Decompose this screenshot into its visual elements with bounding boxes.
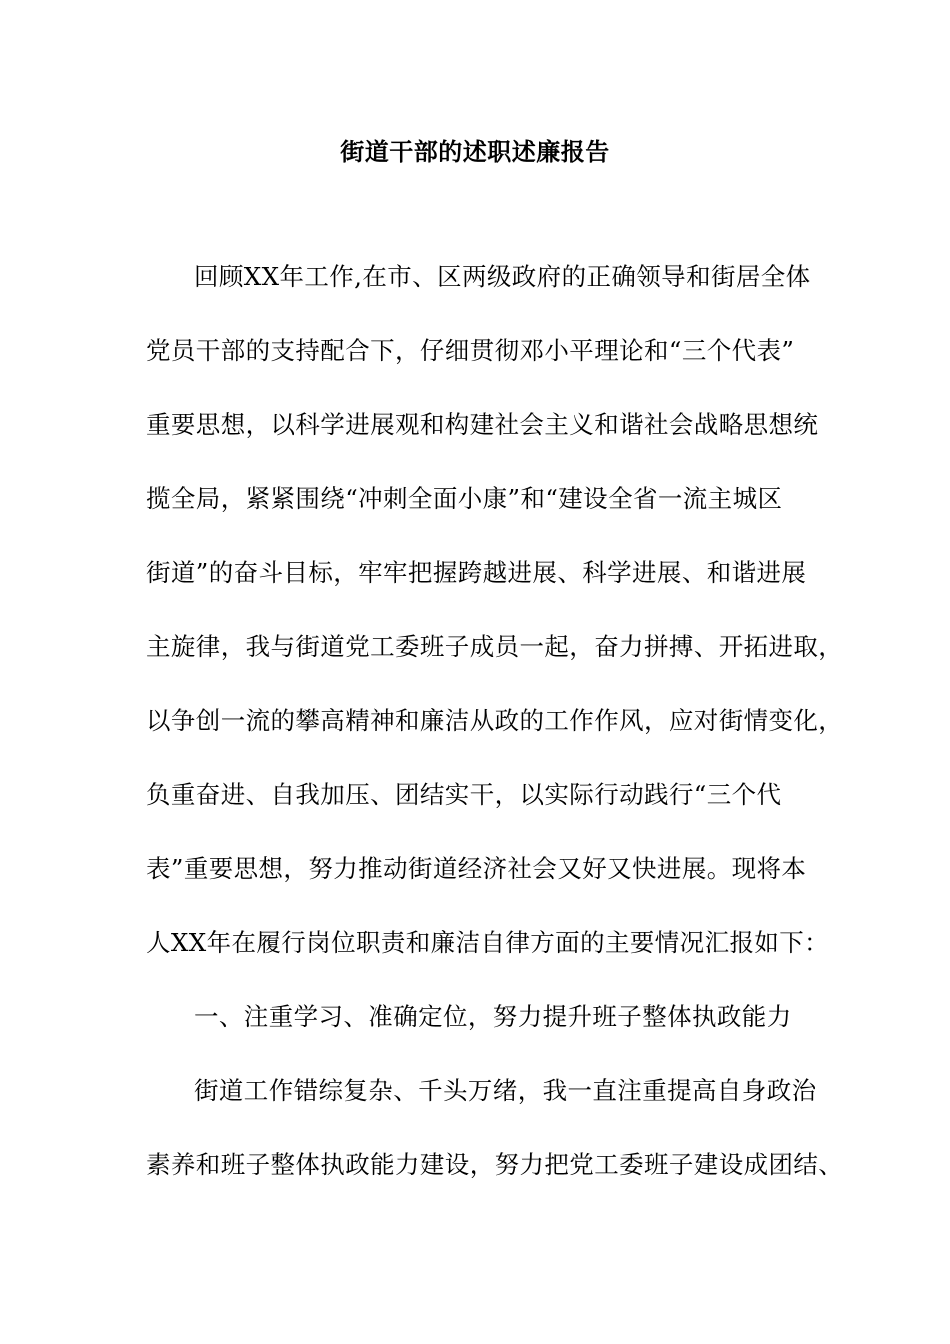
document-body (146, 255, 844, 1217)
paragraph-line: 以争创一流的攀高精神和廉洁从政的工作作风，应对街情变化， (146, 706, 844, 735)
paragraph-line: 人XX年在履行岗位职责和廉洁自律方面的主要情况汇报如下： (146, 928, 830, 957)
paragraph-line: 重要思想，以科学进展观和构建社会主义和谐社会战略思想统 (146, 410, 819, 439)
paragraph-line: 负重奋进、自我加压、团结实干，以实际行动践行“三个代 (146, 780, 782, 809)
paragraph-line: 主旋律，我与街道党工委班子成员一起，奋力拼搏、开拓进取， (146, 632, 844, 661)
paragraph-line: 党员干部的支持配合下，仔细贯彻邓小平理论和“三个代表” (146, 336, 795, 365)
paragraph-line: 表”重要思想，努力推动街道经济社会又好又快进展。现将本 (146, 854, 807, 883)
paragraph-line: 街道”的奋斗目标，牢牢把握跨越进展、科学进展、和谐进展 (146, 558, 807, 587)
document-title: 街道干部的述职述廉报告 (340, 138, 610, 166)
section-heading: 一、注重学习、准确定位，努力提升班子整体执政能力 (194, 1002, 792, 1031)
paragraph-line: 街道工作错综复杂、千头万绪，我一直注重提高自身政治 (194, 1076, 817, 1105)
paragraph-line: 回顾XX年工作,在市、区两级政府的正确领导和街居全体 (194, 262, 811, 291)
paragraph-line: 素养和班子整体执政能力建设，努力把党工委班子建设成团结、 (146, 1150, 844, 1179)
paragraph-line: 揽全局，紧紧围绕“冲刺全面小康”和“建设全省一流主城区 (146, 484, 783, 513)
